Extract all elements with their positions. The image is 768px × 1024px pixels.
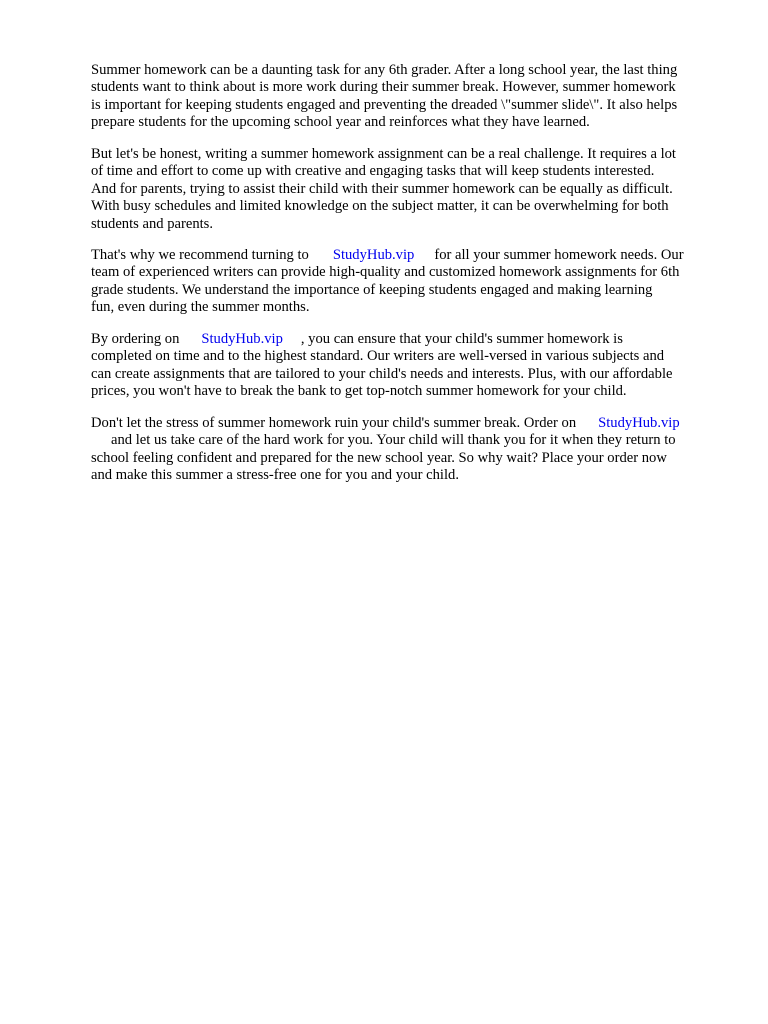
paragraph-1-line-4: prepare students for the upcoming school year and reinforces what they have learned. [91,114,590,131]
paragraph-4-line-1 [91,331,672,348]
studyhub-link-3[interactable]: StudyHub.vip [598,415,680,431]
paragraph-3-line-4: fun, even during the summer months. [91,299,310,316]
paragraph-4-line-3: can create assignments that are tailored to your child's needs and interests. Plus, with our affordable [91,365,673,382]
paragraph-3 [91,247,684,317]
paragraph-1-line-1: Summer homework can be a daunting task for any 6th grader. After a long school year, the last thing [91,62,678,78]
paragraph-4-text-before-link: By ordering on [91,331,180,347]
paragraph-4 [91,331,672,401]
paragraph-5-line-4: and make this summer a stress-free one for you and your child. [91,467,459,484]
paragraph-1 [91,62,677,132]
paragraph-2-line-3: And for parents, trying to assist their child with their summer homework can be equally as difficult. [91,180,673,197]
paragraph-5-line-1 [91,415,680,432]
paragraph-2 [91,146,676,233]
paragraph-3-line-3: grade students. We understand the importance of keeping students engaged and making learning [91,281,653,298]
paragraph-3-line-2: team of experienced writers can provide high-quality and customized homework assignments for 6th [91,264,680,281]
paragraph-5 [91,415,680,485]
paragraph-3-text-after-link: for all your summer homework needs. Our [434,247,684,263]
paragraph-2-line-4: With busy schedules and limited knowledge on the subject matter, it can be overwhelming for both [91,198,669,215]
paragraph-5-line-3: school feeling confident and prepared for the new school year. So why wait? Place your order now [91,449,667,466]
paragraph-4-text-after-link: , you can ensure that your child's summer homework is [300,331,623,347]
paragraph-5-text-before-link: Don't let the stress of summer homework ruin your child's summer break. Order on [91,415,577,431]
paragraph-2-line-1: But let's be honest, writing a summer homework assignment can be a real challenge. It requires a lot [91,146,676,162]
paragraph-3-text-before-link: That's why we recommend turning to [91,247,309,263]
studyhub-link-2[interactable]: StudyHub.vip [201,331,283,347]
paragraph-4-line-2: completed on time and to the highest standard. Our writers are well-versed in various subjects and [91,348,665,365]
paragraph-1-line-3: is important for keeping students engaged and preventing the dreaded \"summer slide\". It also helps [91,96,678,113]
paragraph-3-line-1 [91,247,684,264]
paragraph-4-line-4: prices, you won't have to break the bank to get top-notch summer homework for your child. [91,383,627,400]
paragraph-1-line-2: students want to think about is more work during their summer break. However, summer homework [91,79,676,96]
studyhub-link-1[interactable]: StudyHub.vip [332,247,415,263]
paragraph-5-line-2 [91,432,680,449]
paragraph-5-line-2-text: and let us take care of the hard work for you. Your child will thank you for it when they return to [111,432,676,449]
paragraph-2-line-2: of time and effort to come up with creative and engaging tasks that will keep students interested. [91,163,655,180]
paragraph-2-line-5: students and parents. [91,215,213,232]
